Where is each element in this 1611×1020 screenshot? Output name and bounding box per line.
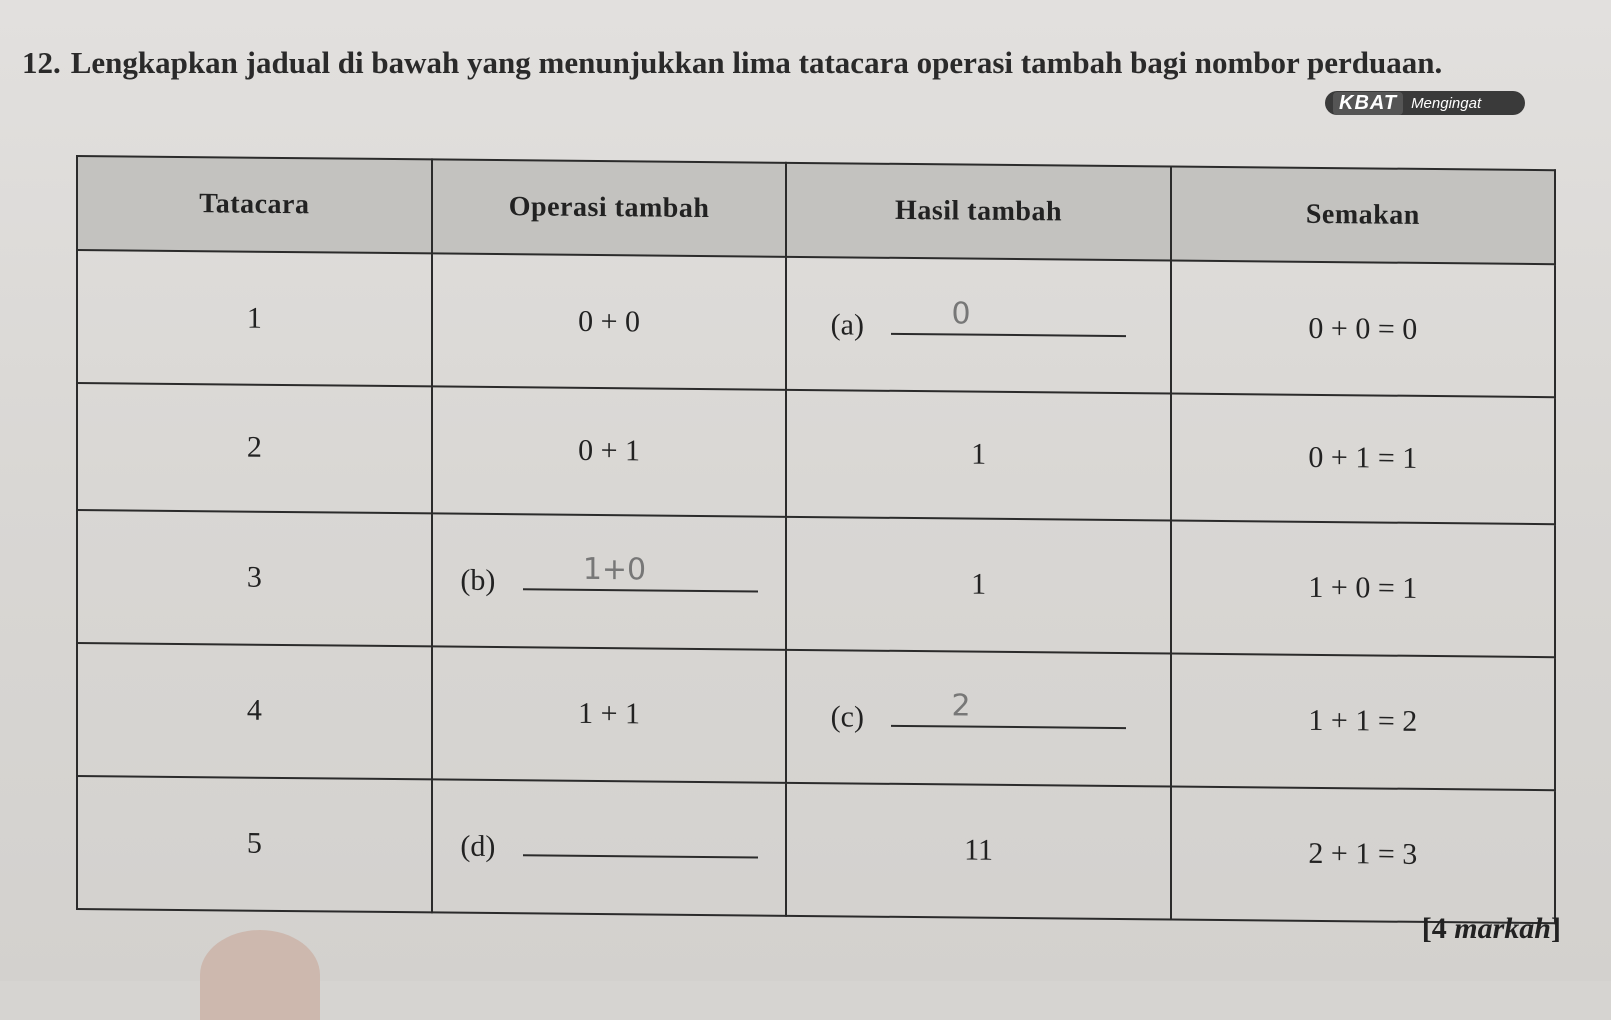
table-row	[77, 776, 1555, 923]
cell-hasil: 1	[786, 390, 1170, 520]
cell-tatacara: 1	[77, 250, 432, 387]
cell-semakan: 0 + 0 = 0	[1171, 261, 1555, 398]
answer-label-d: (d)	[460, 830, 496, 864]
cell-hasil: 11	[786, 783, 1170, 920]
answer-blank-a[interactable]	[891, 295, 1126, 336]
cell-operasi: 0 + 1	[432, 387, 787, 517]
cell-operasi: 1 + 1	[432, 646, 787, 783]
handwritten-answer-a: 0	[951, 295, 971, 332]
header-tatacara: Tatacara	[77, 156, 432, 253]
answer-label-c: (c)	[830, 700, 864, 734]
question-body: Lengkapkan jadual di bawah yang menunjukkan lima tatacara operasi tambah bagi nombor perduaan.	[70, 45, 1443, 80]
answer-label-b: (b)	[460, 563, 496, 598]
kbat-badge	[1325, 91, 1525, 115]
cell-tatacara: 5	[77, 776, 432, 913]
header-operasi: Operasi tambah	[432, 159, 787, 256]
cell-semakan: 0 + 1 = 1	[1171, 394, 1555, 524]
binary-addition-table	[76, 155, 1556, 924]
answer-blank-c[interactable]	[891, 688, 1126, 729]
cell-semakan: 1 + 0 = 1	[1171, 520, 1555, 657]
handwritten-answer-b: 1+0	[582, 552, 647, 588]
kbat-code: KBAT	[1333, 92, 1403, 115]
kbat-label: Mengingat	[1411, 94, 1482, 112]
cell-operasi	[432, 513, 787, 650]
answer-label-a: (a)	[830, 307, 864, 342]
table-row	[77, 250, 1555, 397]
cell-tatacara: 2	[77, 383, 432, 513]
cell-hasil	[786, 257, 1170, 394]
marks-label: [4 markah]	[1421, 912, 1561, 945]
cell-hasil	[786, 650, 1170, 787]
cell-semakan: 2 + 1 = 3	[1171, 786, 1555, 923]
table-row	[77, 510, 1555, 657]
question-number: 12.	[22, 45, 61, 80]
table-row	[77, 643, 1555, 790]
header-hasil: Hasil tambah	[786, 163, 1170, 261]
cell-semakan: 1 + 1 = 2	[1171, 653, 1555, 790]
cell-tatacara: 3	[77, 510, 432, 647]
table-row	[77, 383, 1555, 524]
finger-shadow	[200, 930, 320, 1020]
answer-blank-b[interactable]	[523, 552, 758, 592]
table-header-row	[77, 156, 1555, 264]
cell-hasil: 1	[786, 516, 1170, 653]
question-text	[22, 45, 1442, 81]
header-semakan: Semakan	[1171, 167, 1555, 265]
handwritten-answer-c: 2	[951, 688, 971, 724]
cell-tatacara: 4	[77, 643, 432, 780]
answer-blank-d[interactable]	[523, 829, 758, 859]
cell-operasi	[432, 779, 787, 916]
cell-operasi: 0 + 0	[432, 253, 787, 390]
